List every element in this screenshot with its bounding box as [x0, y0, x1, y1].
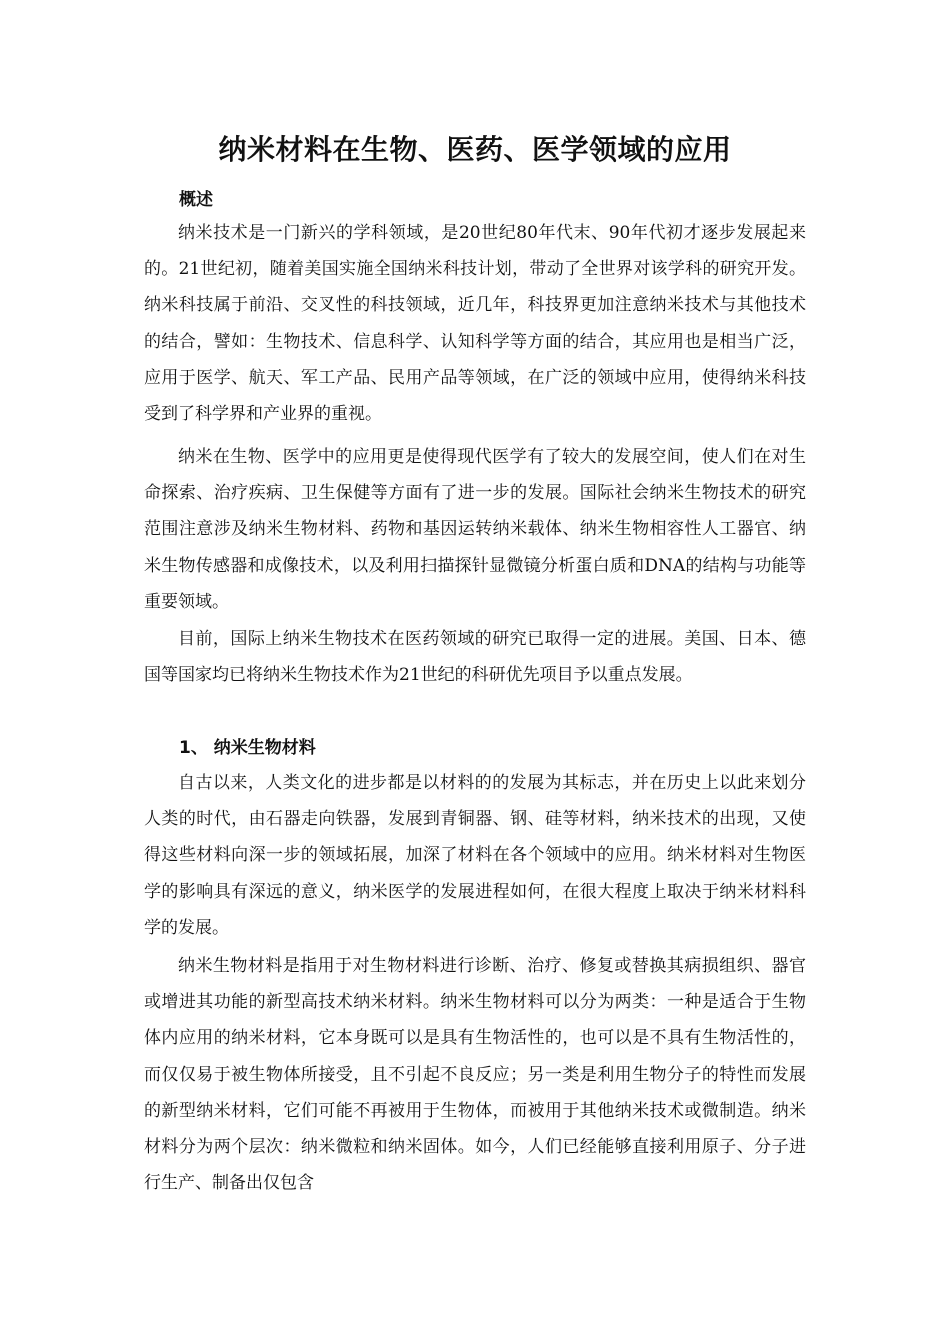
section-heading-overview: 概述	[179, 190, 213, 210]
paragraph-section1-2: 纳米生物材料是指用于对生物材料进行诊断、治疗、修复或替换其病损组织、器官或增进其功能的新型高技术纳米材料。纳米生物材料可以分为两类：一种是适合于生物体内应用的纳米材料，它本身既可以是具有生物活性的，也可以是不具有生物活性的，而仅仅易于被生物体所接受，且不引起不良反应；另一类是利用生物分子的特性而发展的新型纳米材料，它们可能不再被用于生物体，而被用于其他纳米技术或微制造。纳米材料分为两个层次：纳米微粒和纳米固体。如今，人们已经能够直接利用原子、分子进行生产、制备出仅包含	[144, 956, 806, 1194]
document-title: 纳米材料在生物、医药、医学领域的应用	[218, 133, 732, 166]
section-heading-nano-biomaterials: 1、 纳米生物材料	[179, 738, 316, 758]
paragraph-section1-1: 自古以来，人类文化的进步都是以材料的的发展为其标志，并在历史上以此来划分人类的时代，由石器走向铁器，发展到青铜器、钢、硅等材料，纳米技术的出现，又使得这些材料向深一步的领域拓展，加深了材料在各个领域中的应用。纳米材料对生物医学的影响具有深远的意义，纳米医学的发展进程如何，在很大程度上取决于纳米材料科学的发展。	[144, 773, 806, 938]
paragraph-overview-3: 目前，国际上纳米生物技术在医药领域的研究已取得一定的进展。美国、日本、德国等国家均已将纳米生物技术作为21世纪的科研优先项目予以重点发展。	[144, 629, 806, 686]
paragraph-overview-2: 纳米在生物、医学中的应用更是使得现代医学有了较大的发展空间，使人们在对生命探索、治疗疾病、卫生保健等方面有了进一步的发展。国际社会纳米生物技术的研究范围注意涉及纳米生物材料、药物和基因运转纳米载体、纳米生物相容性人工器官、纳米生物传感器和成像技术，以及利用扫描探针显微镜分析蛋白质和DNA的结构与功能等重要领域。	[144, 447, 806, 612]
paragraph-overview-1: 纳米技术是一门新兴的学科领域，是20世纪80年代末、90年代初才逐步发展起来的。21世纪初，随着美国实施全国纳米科技计划，带动了全世界对该学科的研究开发。纳米科技属于前沿、交叉性的科技领域，近几年，科技界更加注意纳米技术与其他技术的结合，譬如：生物技术、信息科学、认知科学等方面的结合，其应用也是相当广泛，应用于医学、航天、军工产品、民用产品等领域，在广泛的领域中应用，使得纳米科技受到了科学界和产业界的重视。	[144, 223, 806, 425]
